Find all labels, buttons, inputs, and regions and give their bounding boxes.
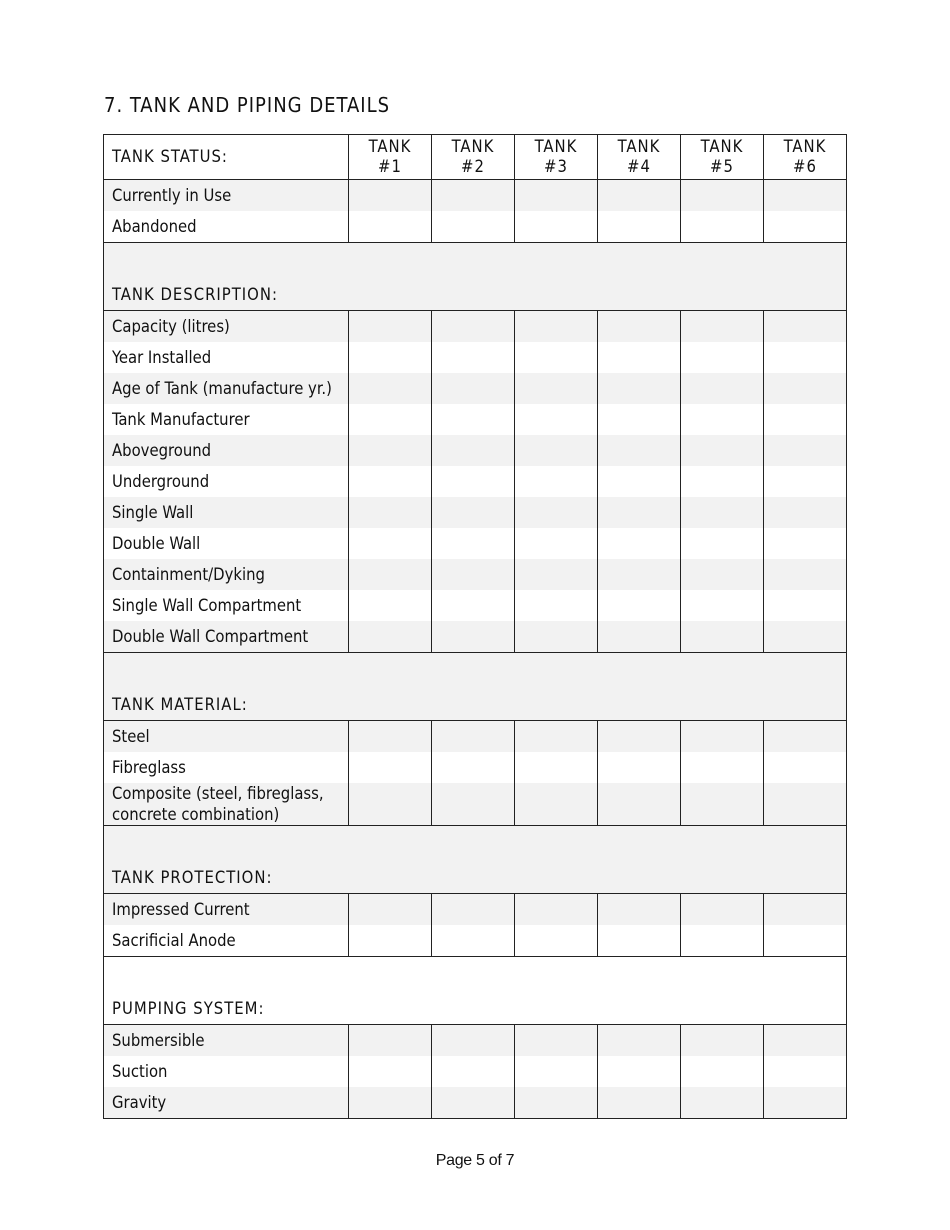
tank-3-entry-cell[interactable] <box>515 311 598 343</box>
row-label: Abandoned <box>104 211 349 243</box>
tank-3-entry-cell[interactable] <box>515 925 598 957</box>
tank-4-entry-cell[interactable] <box>598 590 681 621</box>
table-row <box>104 528 847 559</box>
tank-6-entry-cell[interactable] <box>764 180 847 212</box>
tank-3-entry-cell[interactable] <box>515 752 598 783</box>
tank-3-entry-cell[interactable] <box>515 783 598 826</box>
row-label: Composite (steel, fibreglass, concrete combination) <box>104 783 349 826</box>
tank-6-entry-cell[interactable] <box>764 528 847 559</box>
tank-5-entry-cell[interactable] <box>681 342 764 373</box>
table-row <box>104 180 847 212</box>
tank-6-entry-cell[interactable] <box>764 435 847 466</box>
row-label: Year Installed <box>104 342 349 373</box>
tank-5-header: TANK #5 <box>681 135 764 180</box>
page-number: Page 5 of 7 <box>435 1152 515 1169</box>
table-row <box>104 752 847 783</box>
tank-5-entry-cell[interactable] <box>681 528 764 559</box>
tank-5-entry-cell[interactable] <box>681 1056 764 1087</box>
table-row <box>104 721 847 753</box>
tank-4-entry-cell[interactable] <box>598 497 681 528</box>
tank-3-entry-cell[interactable] <box>515 404 598 435</box>
tank-2-entry-cell[interactable] <box>432 342 515 373</box>
tank-6-entry-cell[interactable] <box>764 1025 847 1057</box>
tank-3-entry-cell[interactable] <box>515 211 598 243</box>
row-label: Submersible <box>104 1025 349 1057</box>
tank-1-entry-cell[interactable] <box>349 373 432 404</box>
tank-5-entry-cell[interactable] <box>681 211 764 243</box>
row-label: Underground <box>104 466 349 497</box>
tank-6-entry-cell[interactable] <box>764 311 847 343</box>
tank-1-entry-cell[interactable] <box>349 925 432 957</box>
tank-2-entry-cell[interactable] <box>432 1087 515 1119</box>
tank-1-entry-cell[interactable] <box>349 1025 432 1057</box>
tank-4-entry-cell[interactable] <box>598 783 681 826</box>
tank-6-entry-cell[interactable] <box>764 559 847 590</box>
row-label: Age of Tank (manufacture yr.) <box>104 373 349 404</box>
tank-5-entry-cell[interactable] <box>681 894 764 926</box>
tank-1-entry-cell[interactable] <box>349 894 432 926</box>
tank-4-entry-cell[interactable] <box>598 311 681 343</box>
tank-1-entry-cell[interactable] <box>349 528 432 559</box>
row-label: Currently in Use <box>104 180 349 212</box>
tank-details-table <box>103 134 847 1119</box>
table-row <box>104 621 847 653</box>
tank-5-entry-cell[interactable] <box>681 180 764 212</box>
tank-1-entry-cell[interactable] <box>349 311 432 343</box>
tank-3-entry-cell[interactable] <box>515 1025 598 1057</box>
tank-4-entry-cell[interactable] <box>598 180 681 212</box>
tank-2-entry-cell[interactable] <box>432 1025 515 1057</box>
tank-1-entry-cell[interactable] <box>349 590 432 621</box>
tank-3-entry-cell[interactable] <box>515 342 598 373</box>
tank-3-entry-cell[interactable] <box>515 180 598 212</box>
row-label: Containment/Dyking <box>104 559 349 590</box>
table-row <box>104 1056 847 1087</box>
section-title: 7. TANK AND PIPING DETAILS <box>104 93 391 117</box>
tank-4-entry-cell[interactable] <box>598 559 681 590</box>
tank-2-entry-cell[interactable] <box>432 211 515 243</box>
tank-1-entry-cell[interactable] <box>349 1087 432 1119</box>
tank-2-entry-cell[interactable] <box>432 1056 515 1087</box>
tank-2-entry-cell[interactable] <box>432 590 515 621</box>
tank-1-entry-cell[interactable] <box>349 404 432 435</box>
tank-2-entry-cell[interactable] <box>432 752 515 783</box>
table-row <box>104 1025 847 1057</box>
tank-4-entry-cell[interactable] <box>598 752 681 783</box>
table-row <box>104 894 847 926</box>
tank-5-entry-cell[interactable] <box>681 559 764 590</box>
tank-5-entry-cell[interactable] <box>681 783 764 826</box>
table-row <box>104 783 847 826</box>
tank-1-entry-cell[interactable] <box>349 180 432 212</box>
tank-2-entry-cell[interactable] <box>432 528 515 559</box>
row-label: Tank Manufacturer <box>104 404 349 435</box>
tank-1-entry-cell[interactable] <box>349 559 432 590</box>
tank-6-entry-cell[interactable] <box>764 211 847 243</box>
tank-2-entry-cell[interactable] <box>432 925 515 957</box>
tank-5-entry-cell[interactable] <box>681 311 764 343</box>
tank-2-entry-cell[interactable] <box>432 497 515 528</box>
tank-5-entry-cell[interactable] <box>681 435 764 466</box>
row-label: Gravity <box>104 1087 349 1119</box>
tank-description-heading-row <box>104 243 847 311</box>
tank-5-entry-cell[interactable] <box>681 590 764 621</box>
tank-4-entry-cell[interactable] <box>598 621 681 653</box>
table-row <box>104 435 847 466</box>
tank-6-entry-cell[interactable] <box>764 894 847 926</box>
tank-4-entry-cell[interactable] <box>598 373 681 404</box>
row-label: Single Wall Compartment <box>104 590 349 621</box>
tank-6-entry-cell[interactable] <box>764 1087 847 1119</box>
tank-3-entry-cell[interactable] <box>515 373 598 404</box>
tank-1-entry-cell[interactable] <box>349 435 432 466</box>
row-label: Fibreglass <box>104 752 349 783</box>
tank-5-entry-cell[interactable] <box>681 373 764 404</box>
table-row <box>104 211 847 243</box>
row-label: Single Wall <box>104 497 349 528</box>
tank-3-entry-cell[interactable] <box>515 894 598 926</box>
table-row <box>104 311 847 343</box>
tank-material-heading-row <box>104 653 847 721</box>
tank-2-entry-cell[interactable] <box>432 621 515 653</box>
tank-1-entry-cell[interactable] <box>349 497 432 528</box>
tank-3-entry-cell[interactable] <box>515 1087 598 1119</box>
tank-6-entry-cell[interactable] <box>764 342 847 373</box>
table-row <box>104 1087 847 1119</box>
row-label: Double Wall <box>104 528 349 559</box>
tank-4-entry-cell[interactable] <box>598 342 681 373</box>
tank-6-entry-cell[interactable] <box>764 752 847 783</box>
tank-2-entry-cell[interactable] <box>432 783 515 826</box>
tank-4-entry-cell[interactable] <box>598 211 681 243</box>
tank-2-entry-cell[interactable] <box>432 894 515 926</box>
tank-4-entry-cell[interactable] <box>598 435 681 466</box>
tank-6-entry-cell[interactable] <box>764 497 847 528</box>
tank-1-entry-cell[interactable] <box>349 466 432 497</box>
tank-6-entry-cell[interactable] <box>764 925 847 957</box>
tank-protection-heading: TANK PROTECTION: <box>104 826 847 894</box>
tank-6-entry-cell[interactable] <box>764 590 847 621</box>
tank-4-entry-cell[interactable] <box>598 466 681 497</box>
tank-6-entry-cell[interactable] <box>764 721 847 753</box>
tank-2-header: TANK #2 <box>432 135 515 180</box>
row-label: Aboveground <box>104 435 349 466</box>
tank-5-entry-cell[interactable] <box>681 466 764 497</box>
tank-6-entry-cell[interactable] <box>764 466 847 497</box>
table-row <box>104 925 847 957</box>
tank-3-entry-cell[interactable] <box>515 528 598 559</box>
tank-1-entry-cell[interactable] <box>349 342 432 373</box>
tank-protection-heading-row <box>104 826 847 894</box>
tank-4-entry-cell[interactable] <box>598 894 681 926</box>
tank-1-entry-cell[interactable] <box>349 783 432 826</box>
tank-5-entry-cell[interactable] <box>681 621 764 653</box>
tank-4-entry-cell[interactable] <box>598 404 681 435</box>
tank-1-entry-cell[interactable] <box>349 621 432 653</box>
table-header-row <box>104 135 847 180</box>
tank-2-entry-cell[interactable] <box>432 373 515 404</box>
row-label: Sacrificial Anode <box>104 925 349 957</box>
row-label: Suction <box>104 1056 349 1087</box>
tank-description-heading: TANK DESCRIPTION: <box>104 243 847 311</box>
row-label: Double Wall Compartment <box>104 621 349 653</box>
tank-material-heading: TANK MATERIAL: <box>104 653 847 721</box>
tank-3-entry-cell[interactable] <box>515 1056 598 1087</box>
tank-1-entry-cell[interactable] <box>349 211 432 243</box>
tank-3-header: TANK #3 <box>515 135 598 180</box>
table-row <box>104 404 847 435</box>
pumping-system-heading: PUMPING SYSTEM: <box>104 957 847 1025</box>
table-row <box>104 342 847 373</box>
tank-4-entry-cell[interactable] <box>598 1056 681 1087</box>
tank-6-entry-cell[interactable] <box>764 783 847 826</box>
tank-3-entry-cell[interactable] <box>515 466 598 497</box>
tank-6-entry-cell[interactable] <box>764 1056 847 1087</box>
tank-5-entry-cell[interactable] <box>681 404 764 435</box>
tank-1-entry-cell[interactable] <box>349 1056 432 1087</box>
tank-2-entry-cell[interactable] <box>432 721 515 753</box>
tank-status-heading: TANK STATUS: <box>104 135 349 180</box>
tank-4-entry-cell[interactable] <box>598 1087 681 1119</box>
row-label: Steel <box>104 721 349 753</box>
tank-4-entry-cell[interactable] <box>598 528 681 559</box>
tank-2-entry-cell[interactable] <box>432 311 515 343</box>
tank-3-entry-cell[interactable] <box>515 435 598 466</box>
table-row <box>104 466 847 497</box>
table-row <box>104 497 847 528</box>
tank-5-entry-cell[interactable] <box>681 925 764 957</box>
pumping-system-heading-row <box>104 957 847 1025</box>
tank-4-entry-cell[interactable] <box>598 721 681 753</box>
tank-3-entry-cell[interactable] <box>515 721 598 753</box>
tank-2-entry-cell[interactable] <box>432 404 515 435</box>
tank-2-entry-cell[interactable] <box>432 466 515 497</box>
table-row <box>104 590 847 621</box>
tank-1-entry-cell[interactable] <box>349 721 432 753</box>
tank-6-header: TANK #6 <box>764 135 847 180</box>
tank-2-entry-cell[interactable] <box>432 180 515 212</box>
tank-5-entry-cell[interactable] <box>681 721 764 753</box>
tank-4-entry-cell[interactable] <box>598 925 681 957</box>
table-row <box>104 559 847 590</box>
tank-6-entry-cell[interactable] <box>764 621 847 653</box>
tank-5-entry-cell[interactable] <box>681 1087 764 1119</box>
row-label: Impressed Current <box>104 894 349 926</box>
tank-3-entry-cell[interactable] <box>515 497 598 528</box>
tank-1-entry-cell[interactable] <box>349 752 432 783</box>
tank-2-entry-cell[interactable] <box>432 435 515 466</box>
tank-4-entry-cell[interactable] <box>598 1025 681 1057</box>
tank-3-entry-cell[interactable] <box>515 590 598 621</box>
row-label: Capacity (litres) <box>104 311 349 343</box>
tank-5-entry-cell[interactable] <box>681 752 764 783</box>
tank-5-entry-cell[interactable] <box>681 497 764 528</box>
table-row <box>104 373 847 404</box>
tank-5-entry-cell[interactable] <box>681 1025 764 1057</box>
tank-1-header: TANK #1 <box>349 135 432 180</box>
tank-2-entry-cell[interactable] <box>432 559 515 590</box>
tank-6-entry-cell[interactable] <box>764 373 847 404</box>
tank-3-entry-cell[interactable] <box>515 621 598 653</box>
tank-4-header: TANK #4 <box>598 135 681 180</box>
tank-3-entry-cell[interactable] <box>515 559 598 590</box>
tank-6-entry-cell[interactable] <box>764 404 847 435</box>
